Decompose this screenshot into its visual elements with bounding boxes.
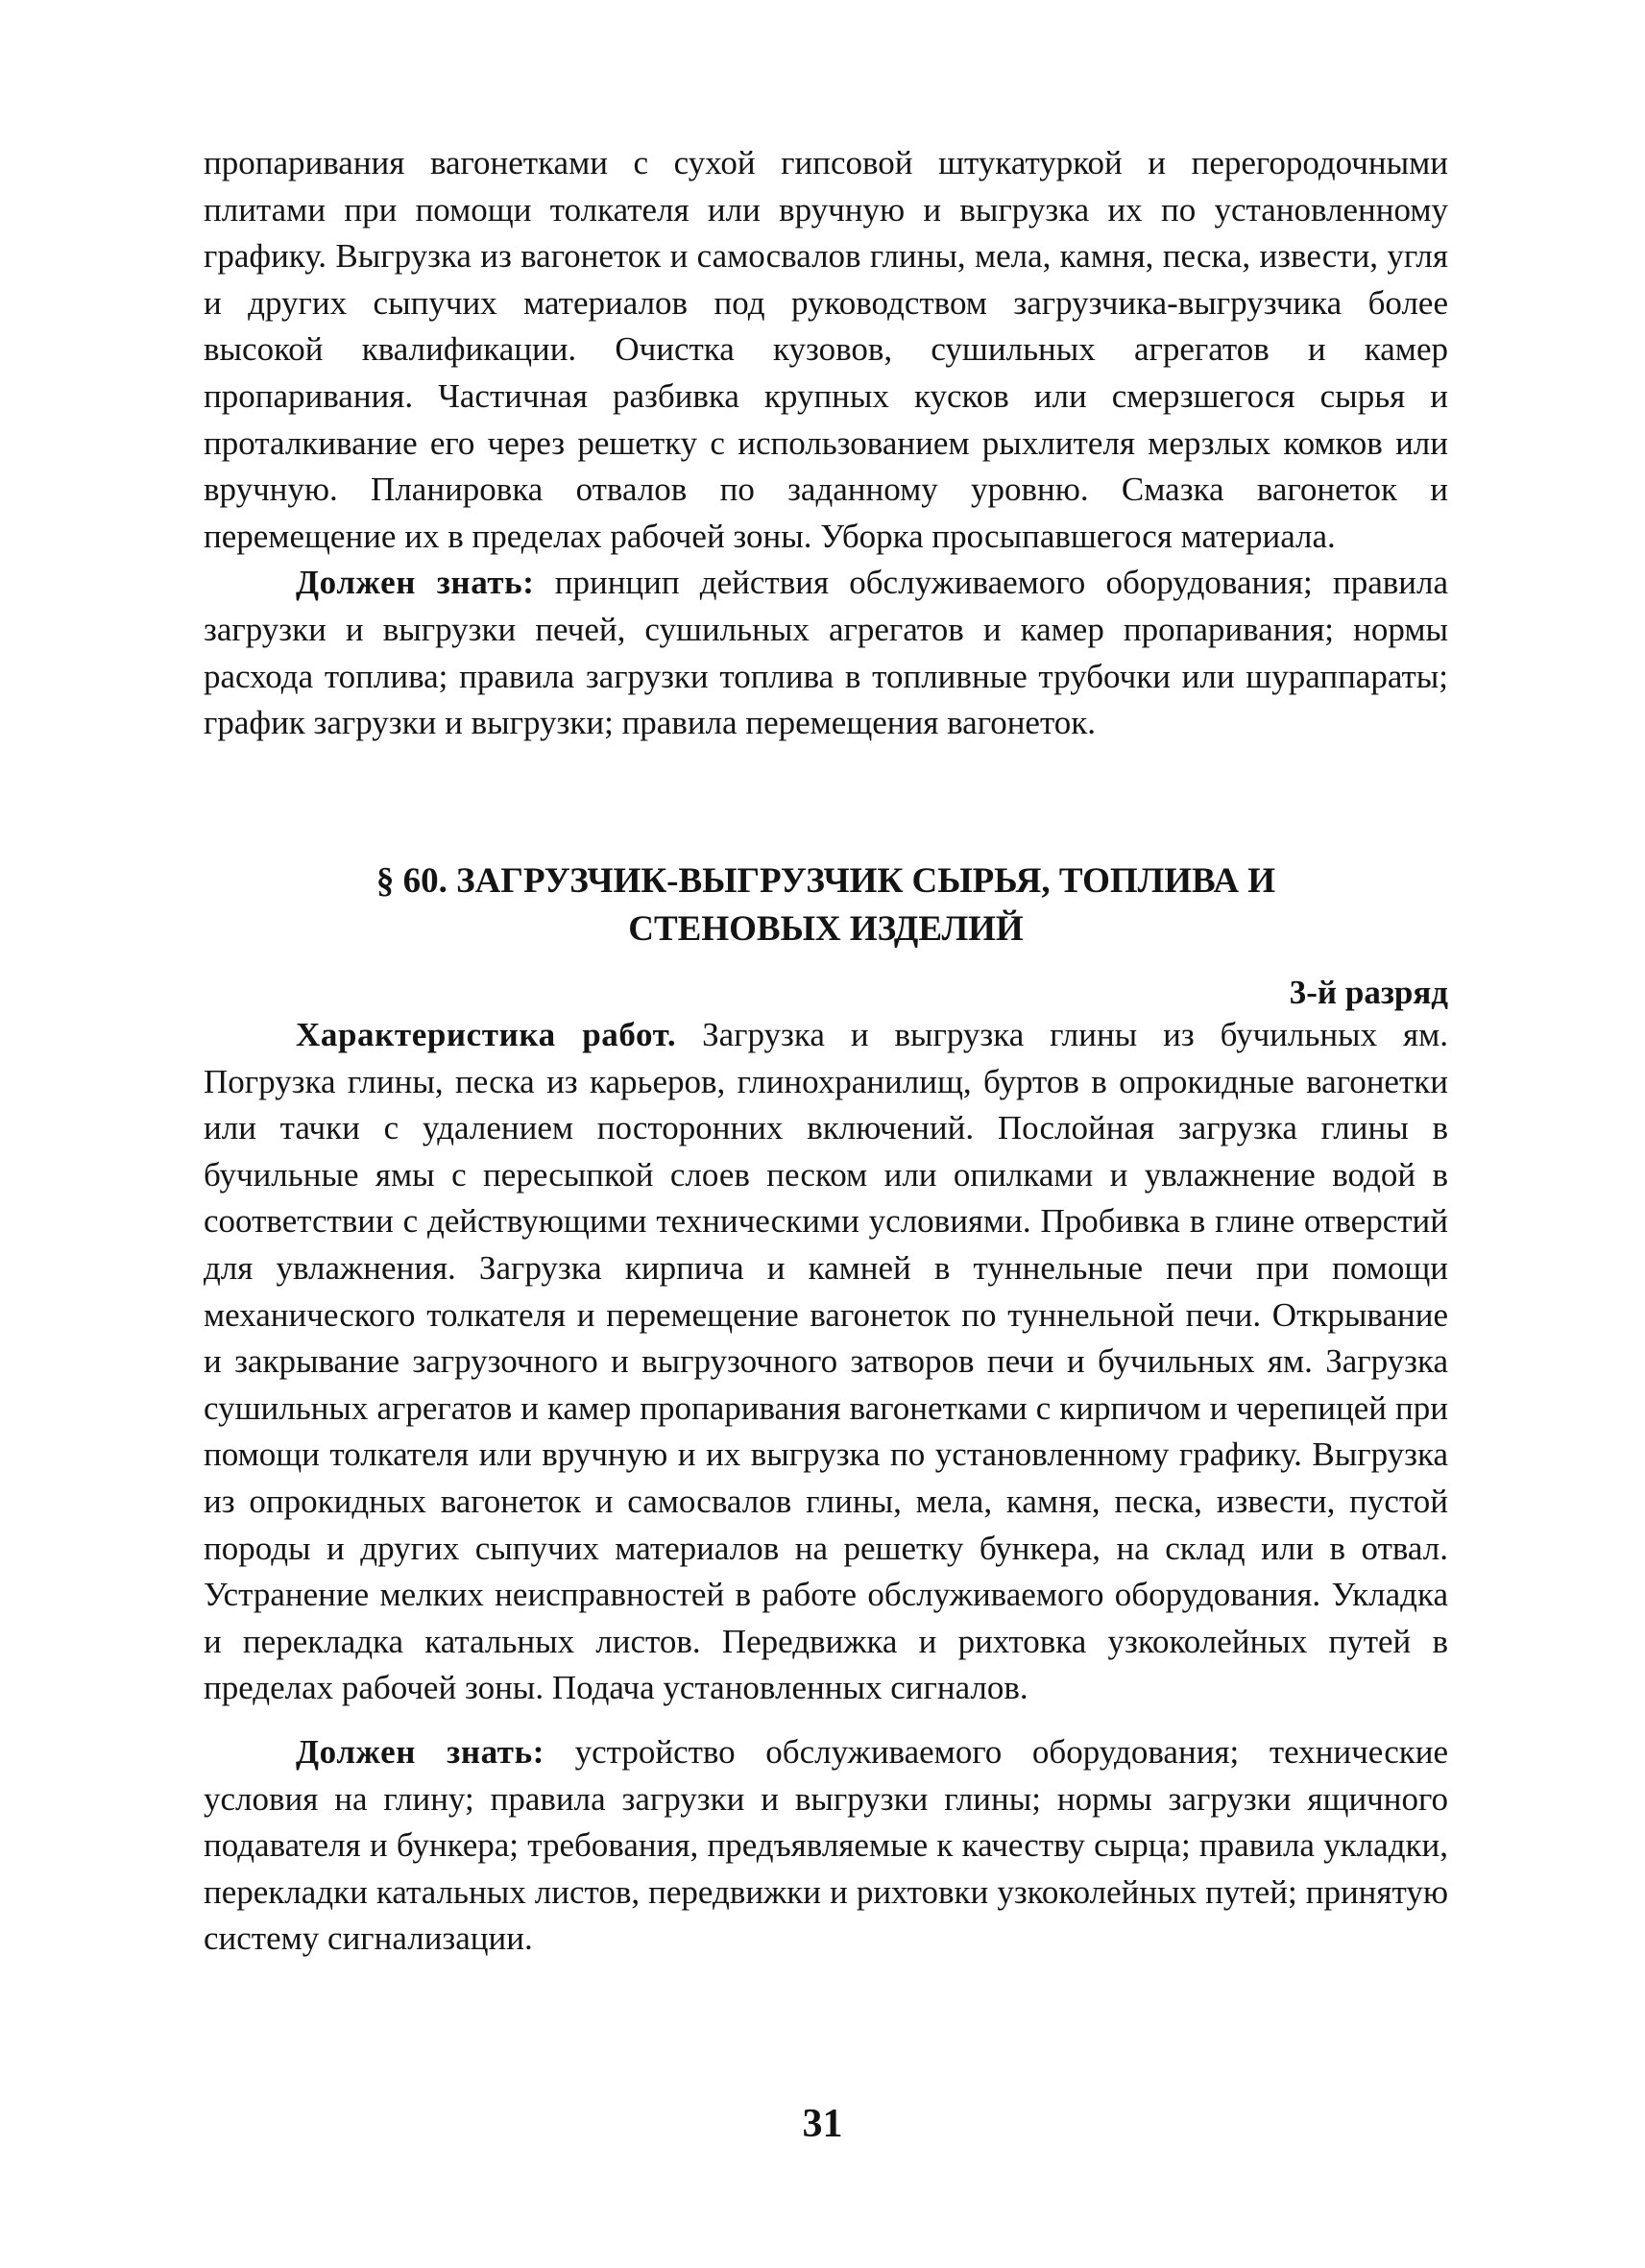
must-know-paragraph-2: [204, 1729, 1448, 1963]
paragraph-gap: [204, 1712, 1448, 1729]
main-text-block: [204, 1012, 1448, 1963]
characteristics-paragraph: [204, 1012, 1448, 1712]
section-title: [204, 857, 1448, 953]
characteristics-text: Загрузка и выгрузка глины из бучильных ям. Погрузка глины, песка из карьеров, глинохранилищ, буртов в опрокидные вагонетки или тачки с удалением посторонних включений. Послойная загрузка глины в бучильные ямы с пересыпкой слоев песком или опилками и увлажнение водой в соответствии с действующими техническими условиями. Пробивка в глине отверстий для увлажнения. Загрузка кирпича и камней в туннельные печи при помощи механического толкателя и перемещение вагонеток по туннельной печи. Открывание и закрывание загрузочного и выгрузочного затворов печи и бучильных ям. Загрузка сушильных агрегатов и камер пропаривания вагонетками с кирпичом и черепицей при помощи толкателя или вручную и их выгрузка по установленному графику. Выгрузка из опрокидных вагонеток и самосвалов глины, мела, камня, песка, извести, пустой породы и других сыпучих материалов на решетку бункера, на склад или в отвал. Устранение мелких неисправностей в работе обслуживаемого оборудования. Укладка и перекладка катальных листов. Передвижка и рихтовка узкоколейных путей в пределах рабочей зоны. Подача установленных сигналов.: [204, 1016, 1448, 1707]
top-text-block: [204, 140, 1448, 747]
section-title-line-2: СТЕНОВЫХ ИЗДЕЛИЙ: [628, 909, 1024, 949]
must-know-text-1: принцип действия обслуживаемого оборудования; правила загрузки и выгрузки печей, сушильных агрегатов и камер пропаривания; нормы расхода топлива; правила загрузки топлива в топливные трубочки или шураппараты; график загрузки и выгрузки; правила перемещения вагонеток.: [204, 564, 1448, 742]
must-know-label-2: Должен знать:: [296, 1732, 544, 1771]
paragraph-continued: пропаривания вагонетками с сухой гипсовой штукатуркой и перегородочными плитами при помощи толкателя или вручную и выгрузка их по установленному графику. Выгрузка из вагонеток и самосвалов глины, мела, камня, песка, извести, угля и других сыпучих материалов под руководством загрузчика-выгрузчика более высокой квалификации. Очистка кузовов, сушильных агрегатов и камер пропаривания. Частичная разбивка крупных кусков или смерзшегося сырья и проталкивание его через решетку с использованием рыхлителя мерзлых комков или вручную. Планировка отвалов по заданному уровню. Смазка вагонеток и перемещение их в пределах рабочей зоны. Уборка просыпавшегося материала.: [204, 144, 1448, 555]
must-know-paragraph-1: [204, 560, 1448, 746]
page-number: 31: [802, 2102, 843, 2146]
must-know-text-2: устройство обслуживаемого оборудования; технические условия на глину; правила загрузки и выгрузки глины; нормы загрузки ящичного подавателя и бункера; требования, предъявляемые к качеству сырца; правила укладки, перекладки катальных листов, передвижки и рихтовки узкоколейных путей; принятую систему сигнализации.: [204, 1732, 1448, 1958]
section-title-line-1: § 60. ЗАГРУЗЧИК-ВЫГРУЗЧИК СЫРЬЯ, ТОПЛИВА И: [375, 861, 1276, 901]
characteristics-label: Характеристика работ.: [296, 1016, 677, 1053]
must-know-label-1: Должен знать:: [296, 564, 535, 602]
grade-label: 3-й разряд: [1289, 974, 1448, 1011]
